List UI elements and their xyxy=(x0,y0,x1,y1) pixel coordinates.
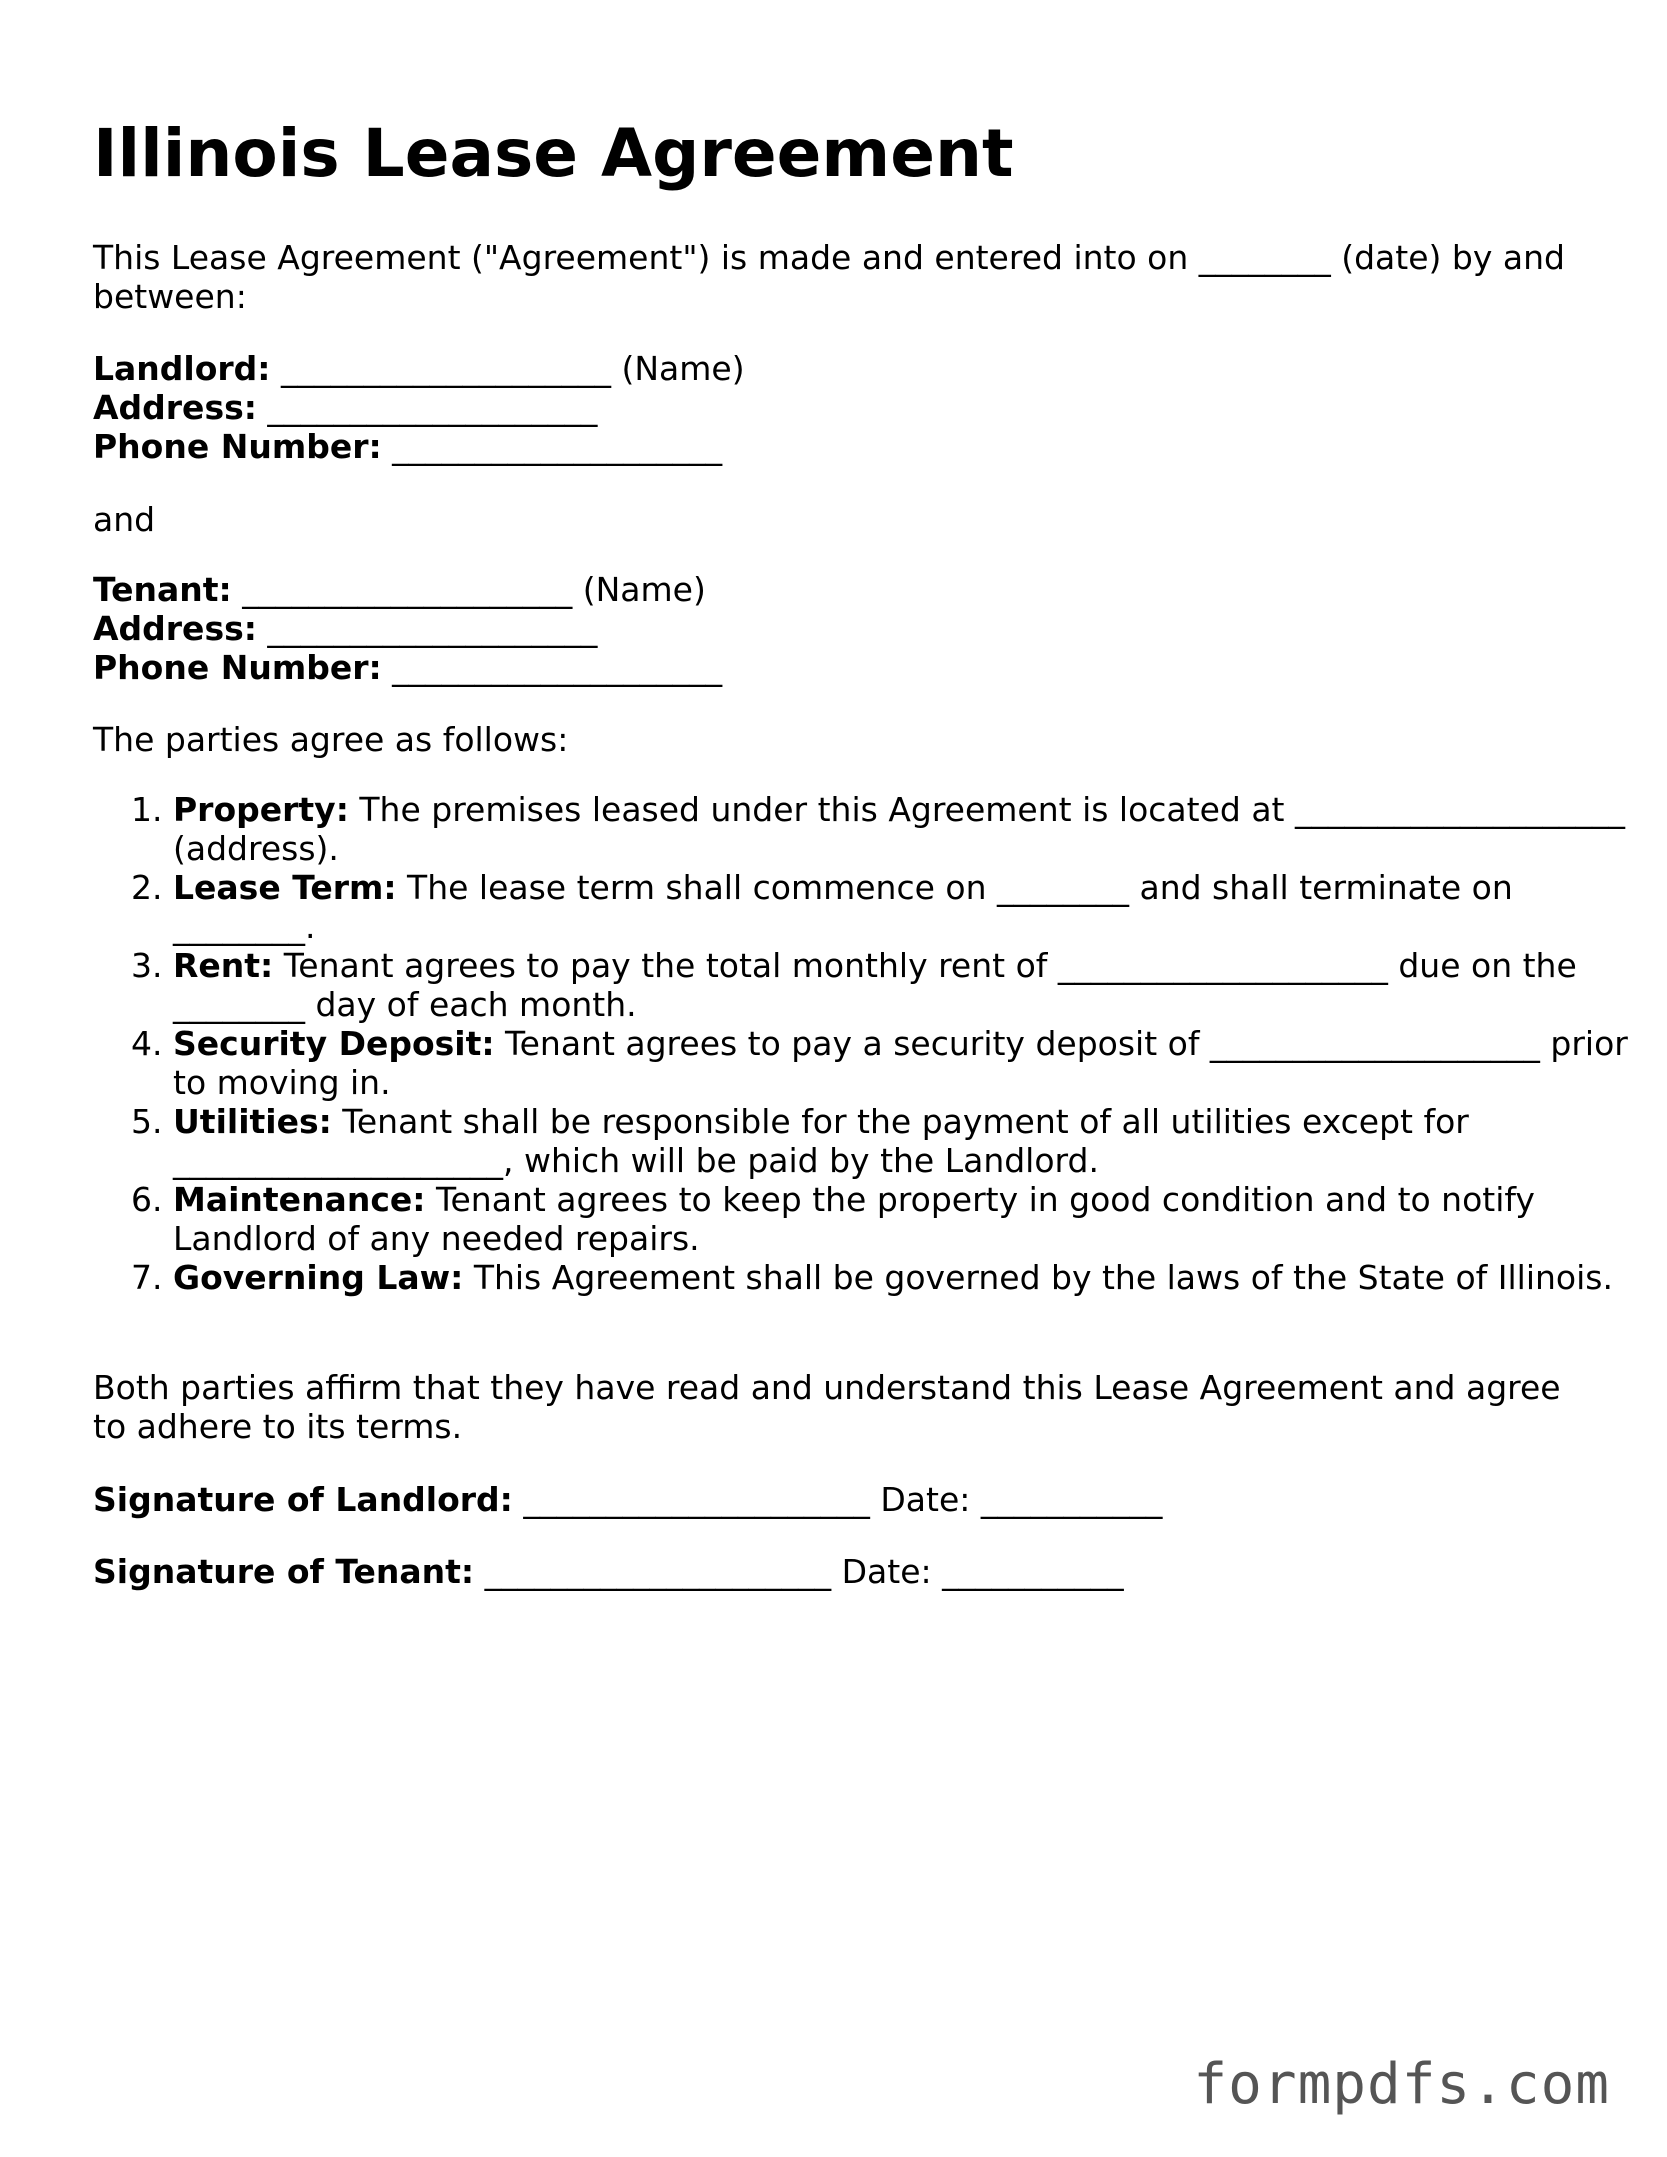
landlord-signature-line xyxy=(93,1480,1162,1519)
term-security-deposit xyxy=(173,1024,1653,1102)
term-text: This Agreement shall be governed by the laws of the State of Illinois. xyxy=(463,1258,1613,1297)
landlord-phone-blank: ____________________ xyxy=(381,427,723,466)
term-text: Tenant agrees to pay a security deposit of ____________________ prior to moving in. xyxy=(173,1024,1628,1102)
term-rent xyxy=(173,946,1653,1024)
watermark: formpdfs.com xyxy=(1193,2052,1610,2117)
tenant-name-label: Tenant: xyxy=(93,570,232,609)
intro-paragraph: This Lease Agreement ("Agreement") is made and entered into on ________ (date) by and between: xyxy=(93,238,1565,316)
tenant-signature-line xyxy=(93,1552,1124,1591)
term-label: Governing Law: xyxy=(173,1258,464,1297)
tenant-block xyxy=(93,570,722,687)
term-text: The lease term shall commence on ________ and shall terminate on ________. xyxy=(173,868,1513,946)
landlord-phone-label: Phone Number: xyxy=(93,427,382,466)
term-label: Lease Term: xyxy=(173,868,397,907)
tenant-phone-label: Phone Number: xyxy=(93,648,382,687)
tenant-address-line xyxy=(93,609,722,648)
term-maintenance xyxy=(173,1180,1653,1258)
term-label: Property: xyxy=(173,790,349,829)
tenant-phone-line xyxy=(93,648,722,687)
landlord-name-line xyxy=(93,349,745,388)
term-text: The premises leased under this Agreement is located at ____________________ (address). xyxy=(173,790,1625,868)
term-text: Tenant shall be responsible for the payment of all utilities except for ____________________, which will be paid by the Landlord. xyxy=(173,1102,1469,1180)
term-text: Tenant agrees to keep the property in good condition and to notify Landlord of any needed repairs. xyxy=(173,1180,1535,1258)
term-label: Rent: xyxy=(173,946,274,985)
tenant-address-label: Address: xyxy=(93,609,257,648)
term-property xyxy=(173,790,1653,868)
term-governing-law xyxy=(173,1258,1653,1297)
term-label: Maintenance: xyxy=(173,1180,426,1219)
tenant-signature-label: Signature of Tenant: xyxy=(93,1552,475,1591)
tenant-name-line xyxy=(93,570,722,609)
term-label: Security Deposit: xyxy=(173,1024,495,1063)
landlord-phone-line xyxy=(93,427,745,466)
landlord-signature-blank: _____________________ Date: ___________ xyxy=(512,1480,1163,1519)
tenant-phone-blank: ____________________ xyxy=(381,648,723,687)
landlord-name-blank: ____________________ (Name) xyxy=(270,349,745,388)
term-label: Utilities: xyxy=(173,1102,332,1141)
term-utilities xyxy=(173,1102,1653,1180)
landlord-address-label: Address: xyxy=(93,388,257,427)
landlord-block xyxy=(93,349,745,466)
closing-paragraph: Both parties affirm that they have read and understand this Lease Agreement and agree to adhere to its terms. xyxy=(93,1368,1561,1446)
landlord-signature-label: Signature of Landlord: xyxy=(93,1480,513,1519)
document-title: Illinois Lease Agreement xyxy=(93,115,1014,192)
tenant-address-blank: ____________________ xyxy=(256,609,598,648)
terms-list xyxy=(93,790,1653,1297)
landlord-address-line xyxy=(93,388,745,427)
landlord-name-label: Landlord: xyxy=(93,349,271,388)
tenant-name-blank: ____________________ (Name) xyxy=(231,570,706,609)
agree-text: The parties agree as follows: xyxy=(93,720,569,759)
tenant-signature-blank: _____________________ Date: ___________ xyxy=(474,1552,1124,1591)
landlord-address-blank: ____________________ xyxy=(256,388,598,427)
and-text: and xyxy=(93,500,156,539)
term-lease-term xyxy=(173,868,1653,946)
term-text: Tenant agrees to pay the total monthly rent of ____________________ due on the ________ day of each month. xyxy=(173,946,1577,1024)
